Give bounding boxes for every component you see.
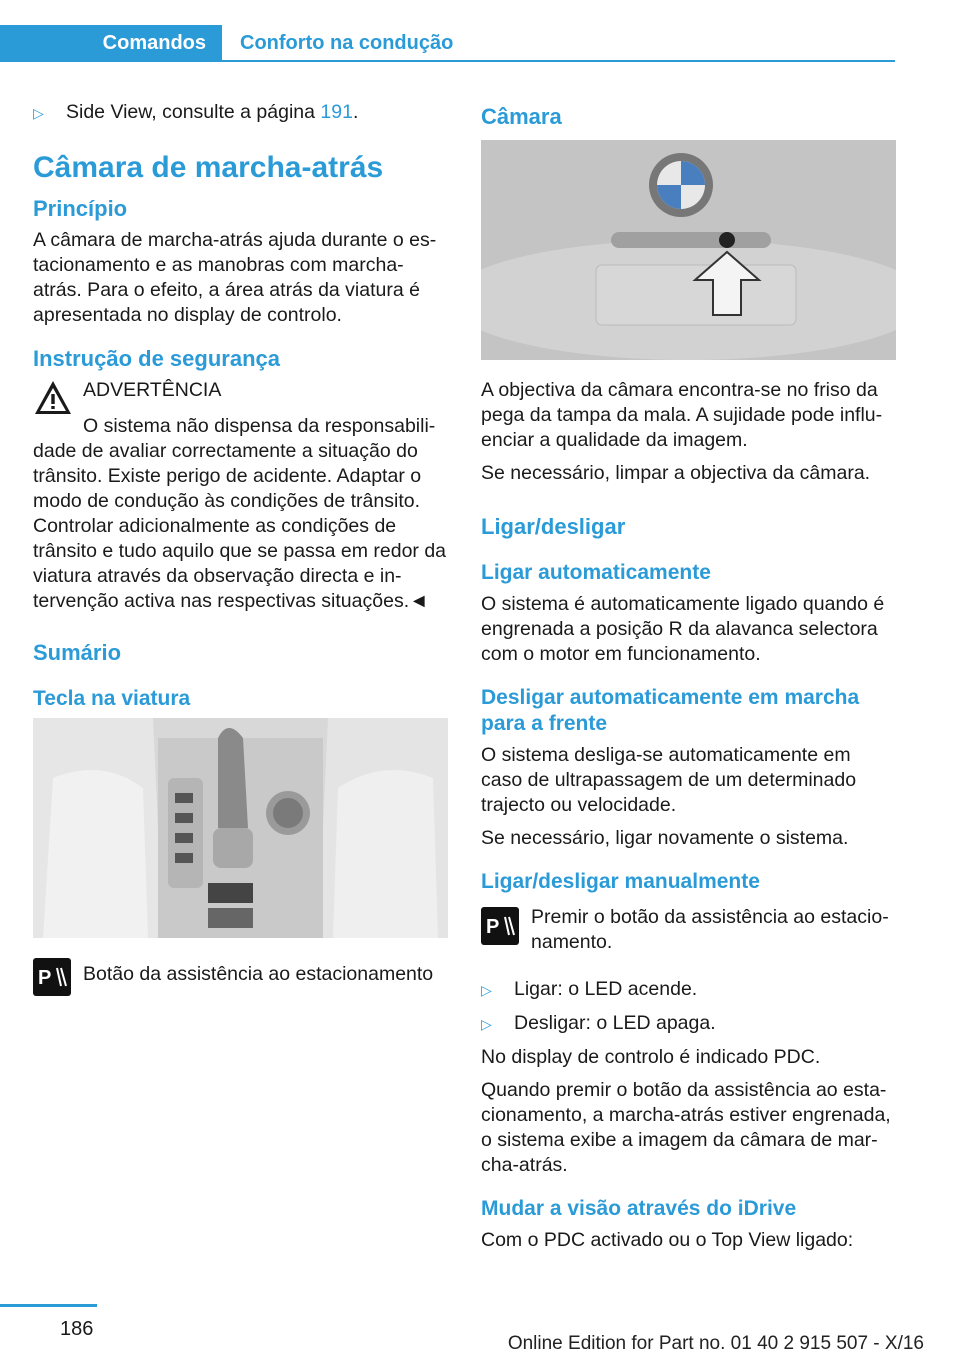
paragraph-ligar-novamente: Se necessário, ligar novamente o sistema. [481, 827, 849, 849]
paragraph-com: Com o PDC activado ou o Top View ligado: [481, 1229, 854, 1251]
bullet-end: . [352, 101, 359, 123]
list-item [481, 977, 896, 1003]
warning-text: O sistema não dispensa da responsabilidade de avaliar correctamente a situação do trânsito. Existe perigo de acidente. Adaptar o modo de condução às condições de trânsito. Controlar adicionalmente as condições de trânsito e tudo aquilo que se passa em redor da viatura através da observação directa e intervenção activa nas respectivas situações.◄ [33, 415, 447, 612]
heading-principio: Princípio [33, 196, 128, 221]
heading-mudar: Mudar a visão através do iDrive [481, 1197, 797, 1220]
section-tab-comandos[interactable]: Comandos [0, 25, 222, 61]
triangle-bullet-icon: ▷ [481, 982, 492, 998]
pdc-caption: Botão da assistência ao estacionamento [83, 963, 434, 985]
center-console-photo [33, 718, 448, 938]
warning-icon [33, 378, 73, 418]
page-link[interactable]: 191 [320, 101, 353, 123]
heading-camara: Câmara [481, 104, 562, 129]
section-tab-conforto[interactable]: Conforto na condução [240, 31, 454, 54]
paragraph-objectiva: A objectiva da câmara encontra-se no friso da pega da tampa da mala. A sujidade pode influenciar a qualidade da imagem. [481, 379, 883, 451]
heading-manual: Ligar/desligar manualmente [481, 870, 760, 893]
warning-block [33, 378, 448, 418]
svg-text:P: P [486, 916, 500, 938]
svg-text:P: P [38, 967, 52, 989]
list-item [481, 1011, 896, 1037]
paragraph-desligar: O sistema desliga-se automaticamente em caso de ultrapassagem de um determinado trajecto ou velocidade. [481, 744, 857, 816]
triangle-bullet-icon: ▷ [33, 105, 44, 121]
warning-title: ADVERTÊNCIA [83, 379, 222, 401]
paragraph-pdc: No display de controlo é indicado PDC. [481, 1046, 821, 1068]
left-column [33, 100, 448, 996]
heading-tecla: Tecla na viatura [33, 687, 191, 710]
premir-row [481, 905, 896, 963]
bullet-text: Side View, consulte a página [66, 101, 321, 123]
header-rule [0, 60, 895, 62]
paragraph-limpar: Se necessário, limpar a objectiva da câmara. [481, 462, 871, 484]
parking-assist-icon [33, 958, 71, 996]
pdc-caption-row [33, 956, 448, 996]
heading-seguranca: Instrução de segurança [33, 346, 280, 371]
heading-desligar-auto: Desligar automaticamente em marcha para a frente [481, 686, 860, 735]
list-item-text [66, 100, 358, 126]
paragraph-quando: Quando premir o botão da assistência ao estacionamento, a marcha-atrás estiver engrenada, o sistema exibe a imagem da câmara de marcha-atrás. [481, 1079, 891, 1176]
list-item-text: Desligar: o LED apaga. [514, 1012, 716, 1034]
parking-assist-icon [481, 907, 519, 945]
heading-sumario: Sumário [33, 640, 122, 665]
rear-camera-photo [481, 140, 896, 360]
paragraph-principio: A câmara de marcha-atrás ajuda durante o estacionamento e as manobras com marcha-atrás. Para o efeito, a área atrás da viatura é apresentada no display de controlo. [33, 229, 437, 326]
list-item [33, 100, 448, 126]
page-title: Câmara de marcha-atrás [33, 151, 384, 184]
paragraph-auto: O sistema é automaticamente ligado quando é engrenada a posição R da alavanca selectora com o motor em funcionamento. [481, 593, 885, 665]
list-item-text: Ligar: o LED acende. [514, 978, 698, 1000]
paragraph-premir: Premir o botão da assistência ao estacionamento. [531, 906, 889, 953]
page-header [0, 0, 960, 62]
triangle-bullet-icon: ▷ [481, 1016, 492, 1032]
footer-rule [0, 1304, 97, 1307]
right-column [481, 100, 896, 1261]
page-number: 186 [60, 1318, 94, 1340]
heading-ligar-desligar: Ligar/desligar [481, 514, 626, 539]
heading-ligar-auto: Ligar automaticamente [481, 561, 711, 584]
edition-footer: Online Edition for Part no. 01 40 2 915 507 - X/16 [507, 1333, 924, 1354]
